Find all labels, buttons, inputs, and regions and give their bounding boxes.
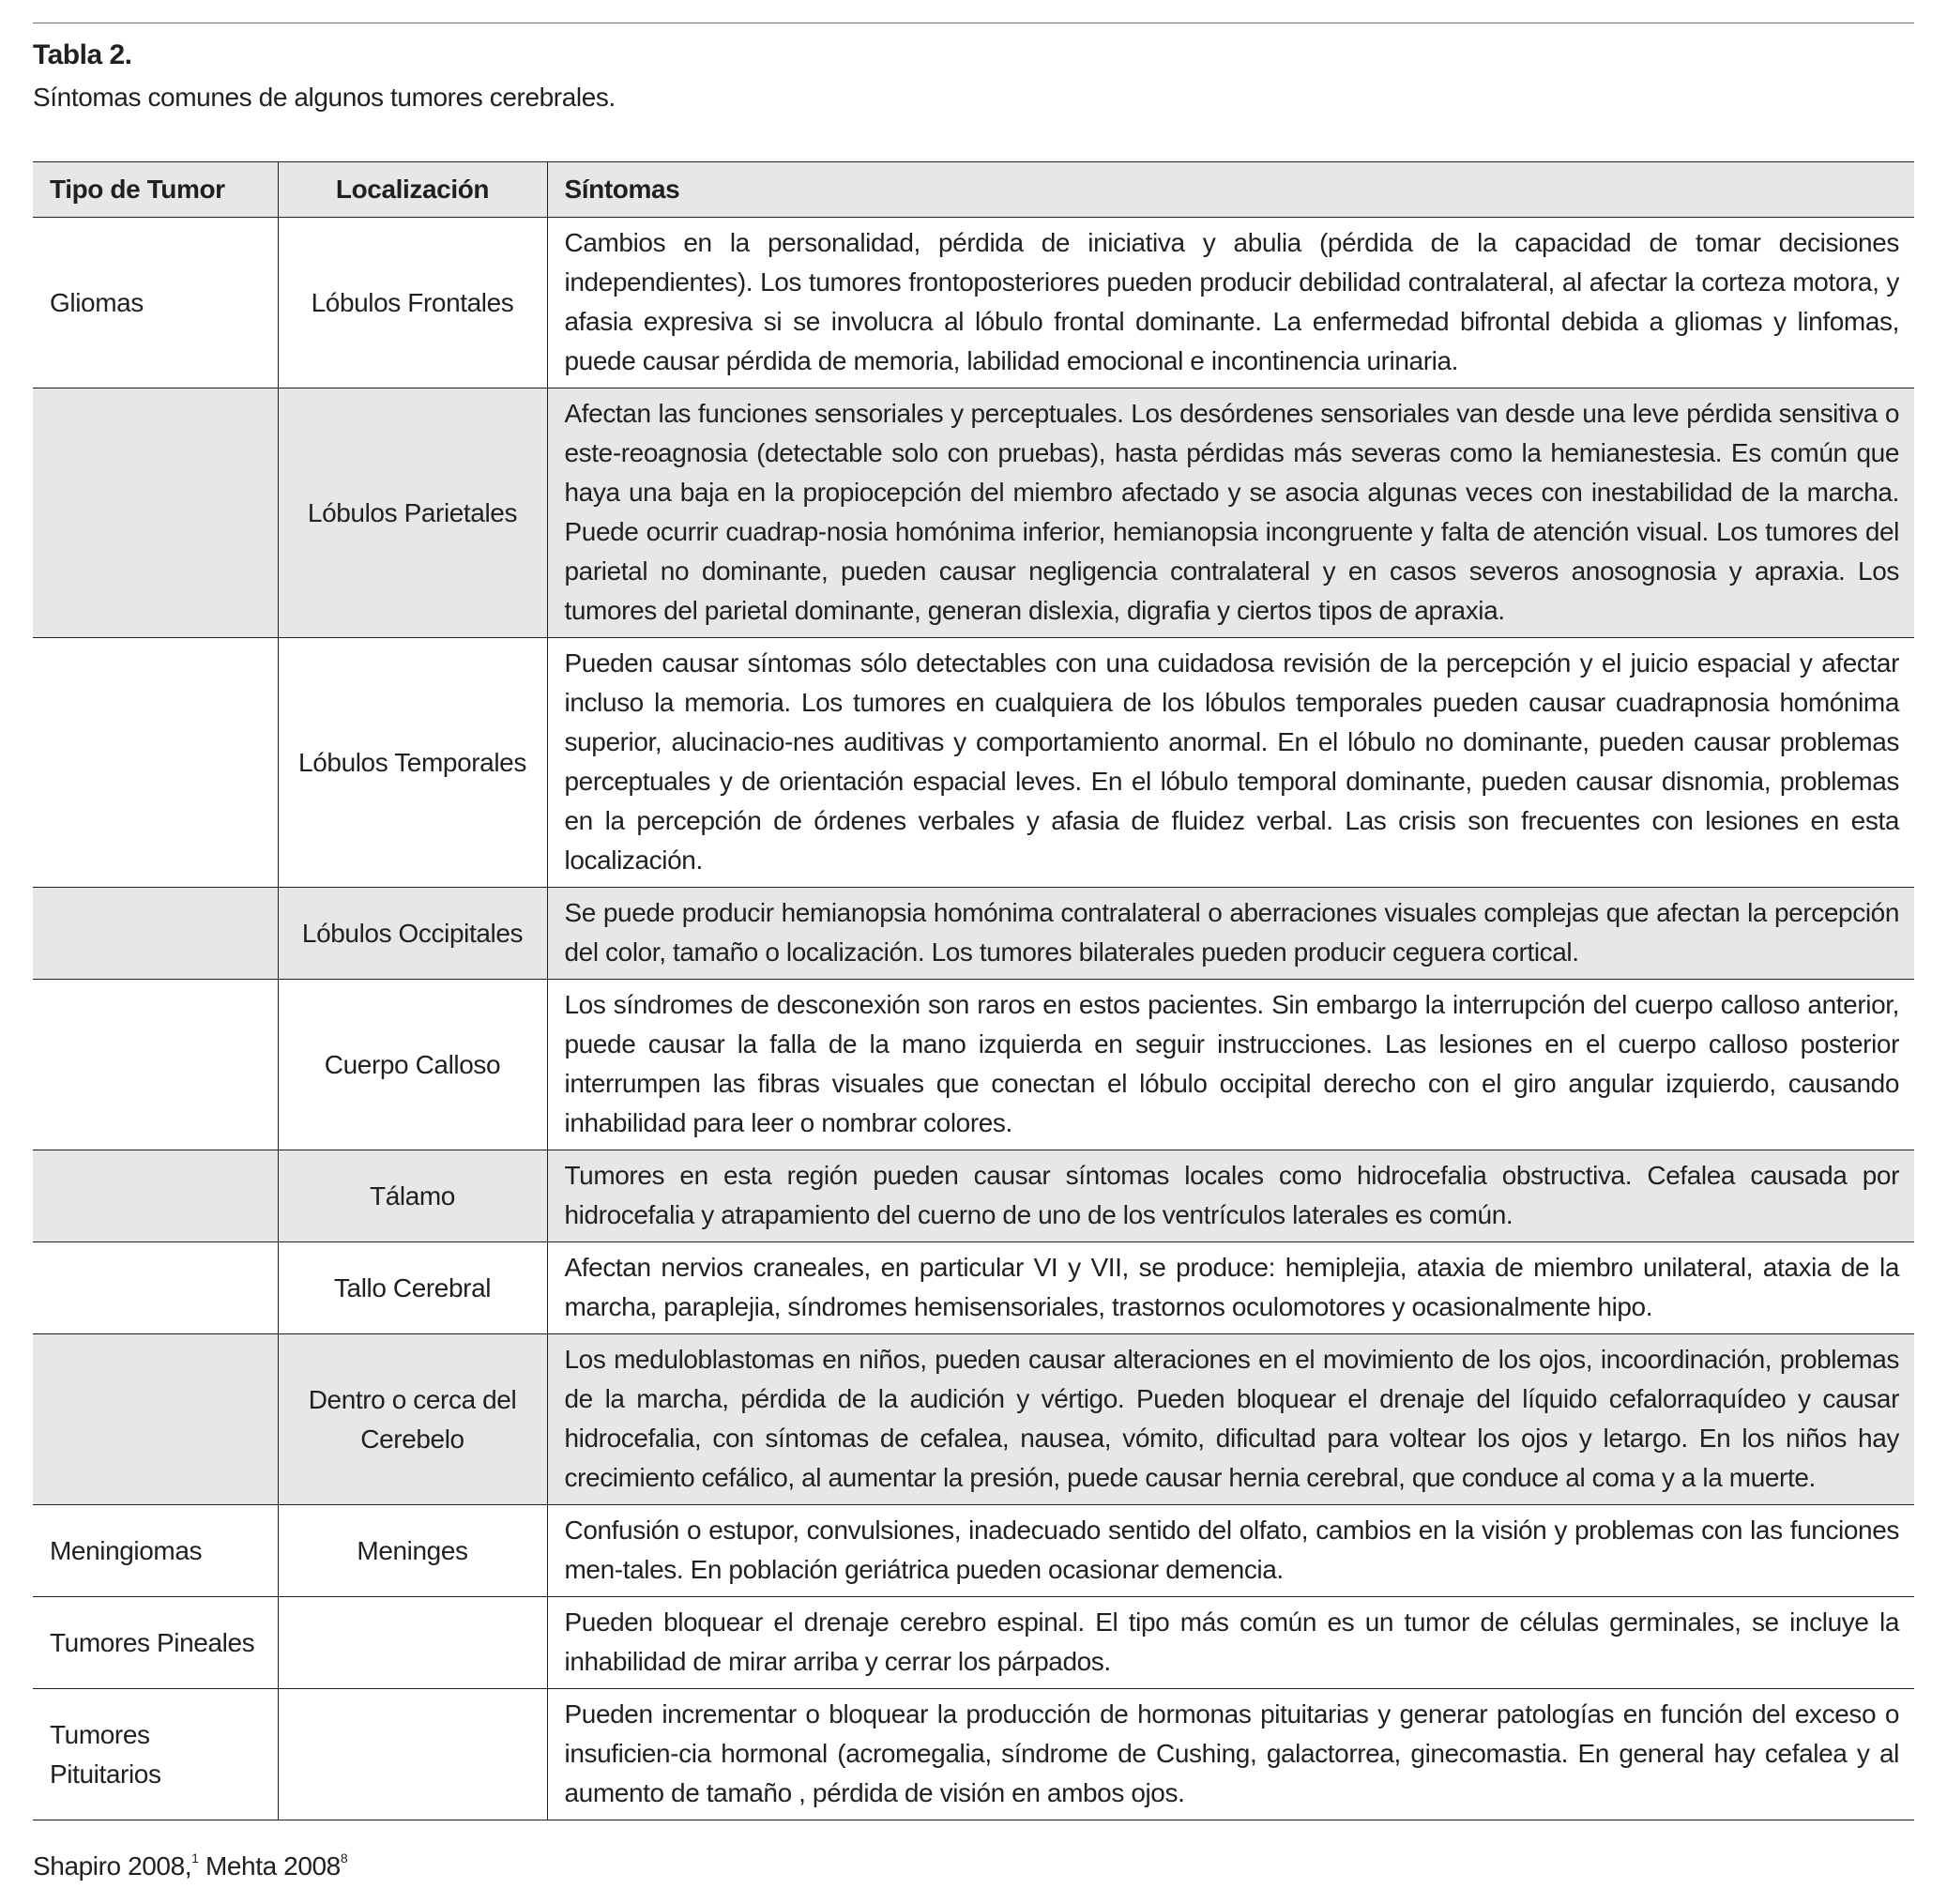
cell-sintomas: Afectan las funciones sensoriales y perceptuales. Los desórdenes sensoriales van desde una leve pérdida sensitiva o este-reoagnosia (detectable solo con pruebas), hasta pérdidas más severas como la hemianestesia. Es común que haya una baja en la propiocepción del miembro afectado y se asocia algunas veces con inestabilidad de la marcha. Puede ocurrir cuadrap-nosia homónima inferior, hemianopsia incongruente y falta de atención visual. Los tumores del parietal no dominante, pueden causar negligencia contralateral y en casos severos anosognosia y apraxia. Los tumores del parietal dominante, generan dislexia, digrafia y ciertos tipos de apraxia. [547, 388, 1914, 638]
cell-sintomas: Los meduloblastomas en niños, pueden causar alteraciones en el movimiento de los ojos, incoordinación, problemas de la marcha, pérdida de la audición y vértigo. Pueden bloquear el drenaje del líquido cefalorraquídeo y causar hidrocefalia, con síntomas de cefalea, nausea, vómito, dificultad para voltear los ojos y letargo. En los niños hay crecimiento cefálico, al aumentar la presión, puede causar hernia cerebral, que conduce al coma y a la muerte. [547, 1334, 1914, 1505]
cell-localizacion: Lóbulos Frontales [278, 218, 547, 388]
header-localizacion: Localización [278, 162, 547, 218]
table-caption-title: Tabla 2. [33, 39, 132, 70]
cell-tipo [33, 638, 278, 888]
cell-tipo [33, 980, 278, 1150]
cell-sintomas: Cambios en la personalidad, pérdida de iniciativa y abulia (pérdida de la capacidad de tomar decisiones independientes). Los tumores frontoposteriores pueden producir debilidad contralateral, al afectar la corteza motora, y afasia expresiva si se involucra al lóbulo frontal dominante. La enfermedad bifrontal debida a gliomas y linfomas, puede causar pérdida de memoria, labilidad emocional e incontinencia urinaria. [547, 218, 1914, 388]
cell-localizacion: Dentro o cerca del Cerebelo [278, 1334, 547, 1505]
cell-tipo [33, 1242, 278, 1334]
cell-localizacion: Cuerpo Calloso [278, 980, 547, 1150]
cell-tipo: Meningiomas [33, 1505, 278, 1597]
source-footnote [33, 1851, 347, 1881]
header-tipo-de-tumor: Tipo de Tumor [33, 162, 278, 218]
table-row [33, 980, 1914, 1150]
cell-sintomas: Confusión o estupor, convulsiones, inadecuado sentido del olfato, cambios en la visión y problemas con las funciones men-tales. En población geriátrica pueden ocasionar demencia. [547, 1505, 1914, 1597]
table-row [33, 1334, 1914, 1505]
cell-localizacion: Tallo Cerebral [278, 1242, 547, 1334]
table-row [33, 388, 1914, 638]
table-row [33, 1150, 1914, 1242]
table-caption-subtitle: Síntomas comunes de algunos tumores cerebrales. [33, 83, 616, 112]
table-row [33, 1689, 1914, 1820]
table-header-row [33, 162, 1914, 218]
table-row [33, 1597, 1914, 1689]
cell-sintomas: Los síndromes de desconexión son raros en estos pacientes. Sin embargo la interrupción del cuerpo calloso anterior, puede causar la falla de la mano izquierda en seguir instrucciones. Las lesiones en el cuerpo calloso posterior interrumpen las fibras visuales que conectan el lóbulo occipital derecho con el giro angular izquierdo, causando inhabilidad para leer o nombrar colores. [547, 980, 1914, 1150]
cell-localizacion [278, 1597, 547, 1689]
cell-localizacion: Meninges [278, 1505, 547, 1597]
cell-tipo: Tumores Pineales [33, 1597, 278, 1689]
header-sintomas: Síntomas [547, 162, 1914, 218]
cell-sintomas: Se puede producir hemianopsia homónima contralateral o aberraciones visuales complejas que afectan la percepción del color, tamaño o localización. Los tumores bilaterales pueden producir ceguera cortical. [547, 888, 1914, 980]
cell-localizacion [278, 1689, 547, 1820]
footnote-ref-shapiro-number: 1 [191, 1851, 199, 1866]
cell-tipo [33, 1150, 278, 1242]
cell-sintomas: Pueden bloquear el drenaje cerebro espinal. El tipo más común es un tumor de células germinales, se incluye la inhabilidad de mirar arriba y cerrar los párpados. [547, 1597, 1914, 1689]
tumor-symptoms-table [33, 161, 1914, 1820]
table-row [33, 218, 1914, 388]
cell-sintomas: Pueden causar síntomas sólo detectables con una cuidadosa revisión de la percepción y el juicio espacial y afectar incluso la memoria. Los tumores en cualquiera de los lóbulos temporales pueden causar cuadrapnosia homónima superior, alucinacio-nes auditivas y comportamiento anormal. En el lóbulo no dominante, pueden causar problemas perceptuales y de orientación espacial leves. En el lóbulo temporal dominante, pueden causar disnomia, problemas en la percepción de órdenes verbales y afasia de fluidez verbal. Las crisis son frecuentes con lesiones en esta localización. [547, 638, 1914, 888]
table-row [33, 638, 1914, 888]
cell-localizacion: Tálamo [278, 1150, 547, 1242]
cell-localizacion: Lóbulos Occipitales [278, 888, 547, 980]
cell-tipo: Tumores Pituitarios [33, 1689, 278, 1820]
cell-sintomas: Pueden incrementar o bloquear la producción de hormonas pituitarias y generar patologías en función del exceso o insuficien-cia hormonal (acromegalia, síndrome de Cushing, galactorrea, ginecomastia. En general hay cefalea y al aumento de tamaño , pérdida de visión en ambos ojos. [547, 1689, 1914, 1820]
cell-tipo [33, 888, 278, 980]
table-row [33, 1242, 1914, 1334]
cell-localizacion: Lóbulos Parietales [278, 388, 547, 638]
footnote-ref-mehta: Mehta 2008 [198, 1851, 341, 1881]
cell-localizacion: Lóbulos Temporales [278, 638, 547, 888]
cell-sintomas: Afectan nervios craneales, en particular VI y VII, se produce: hemiplejia, ataxia de miembro unilateral, ataxia de la marcha, paraplejia, síndromes hemisensoriales, trastornos oculomotores y ocasionalmente hipo. [547, 1242, 1914, 1334]
cell-tipo: Gliomas [33, 218, 278, 388]
table-row [33, 888, 1914, 980]
cell-sintomas: Tumores en esta región pueden causar síntomas locales como hidrocefalia obstructiva. Cefalea causada por hidrocefalia y atrapamiento del cuerno de uno de los ventrículos laterales es común. [547, 1150, 1914, 1242]
footnote-ref-mehta-number: 8 [340, 1851, 348, 1866]
cell-tipo [33, 388, 278, 638]
cell-tipo [33, 1334, 278, 1505]
table-row [33, 1505, 1914, 1597]
footnote-ref-shapiro: Shapiro 2008, [33, 1851, 192, 1881]
